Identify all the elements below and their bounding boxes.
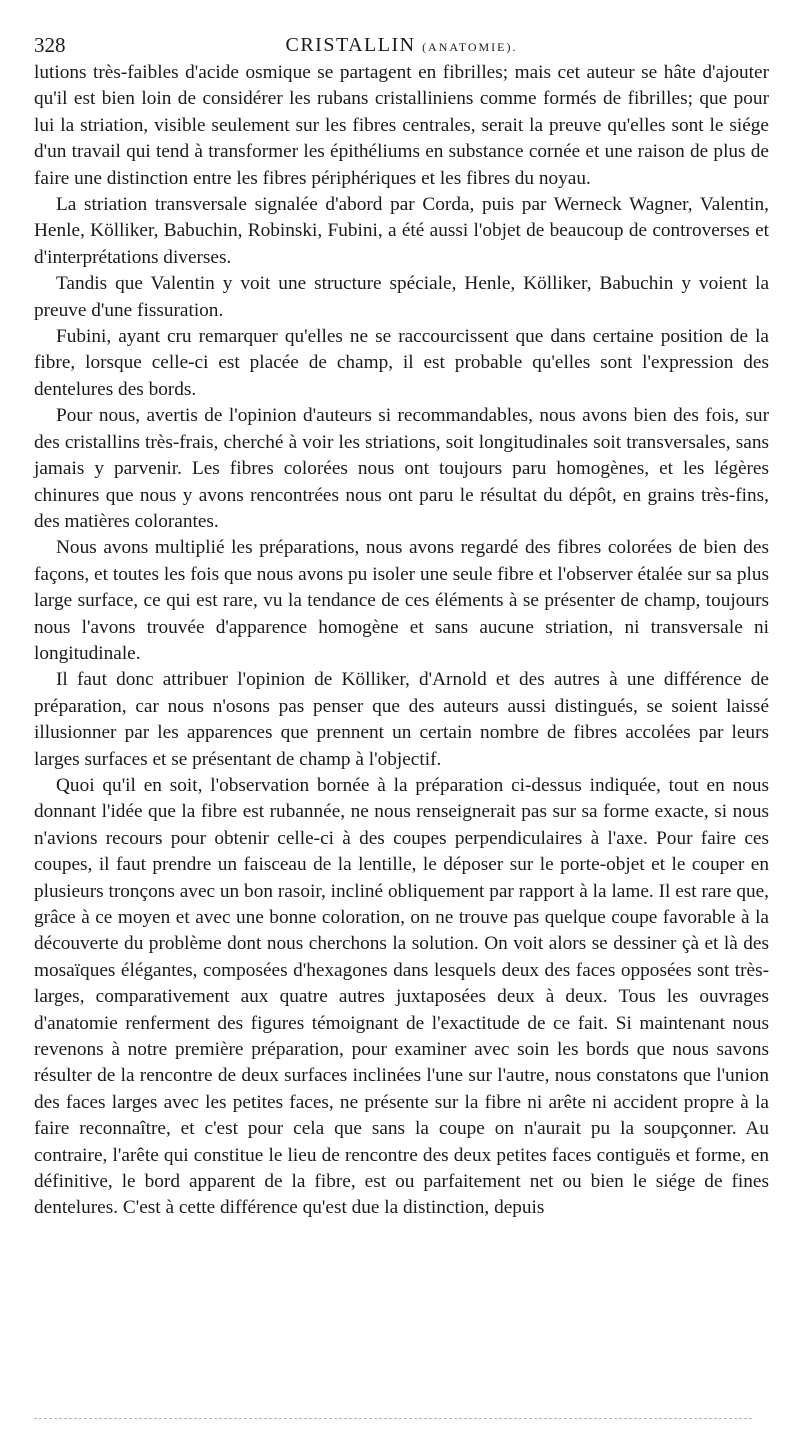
paragraph-5: Pour nous, avertis de l'opinion d'auteurs si recommandables, nous avons bien des fois, sur des cristallins très-frais, cherché à voir les striations, soit longitudinales soit transversales, sans jamais y parvenir. Les fibres colorées nous ont toujours paru homogènes, et les légères chinures que nous y avons rencontrées nous ont paru le résultat du dépôt, en grains très-fins, des matières colorantes. [34, 405, 769, 532]
running-title [34, 30, 769, 62]
page-header [34, 30, 769, 60]
paragraph-4: Fubini, ayant cru remarquer qu'elles ne se raccourcissent que dans certaine position de la fibre, lorsque celle-ci est placée de champ, il est probable qu'elles sont l'expression des dentelures des bords. [34, 326, 769, 400]
footer-rule [34, 1418, 752, 1419]
paragraph-6: Nous avons multiplié les préparations, nous avons regardé des fibres colorées de bien des façons, et toutes les fois que nous avons pu isoler une seule fibre et l'observer étalée sur sa plus large surface, ce qui est rare, vu la tendance de ces éléments à se présenter de champ, toujours nous l'avons trouvée d'apparence homogène et sans aucune striation, ni transversale ni longitudinale. [34, 537, 769, 664]
page-number: 328 [34, 33, 66, 57]
paragraph-2: La striation transversale signalée d'abord par Corda, puis par Werneck Wagner, Valentin, Henle, Kölliker, Babuchin, Robinski, Fubini, a été aussi l'objet de beaucoup de controverses et d'interprétations diverses. [34, 194, 769, 268]
running-title-subtitle: (ANATOMIE). [422, 40, 518, 54]
running-title-main: CRISTALLIN [285, 34, 416, 56]
paragraph-8: Quoi qu'il en soit, l'observation bornée à la préparation ci-dessus indiquée, tout en nous donnant l'idée que la fibre est rubannée, ne nous renseignerait pas sur sa forme exacte, si nous n'avions recours pour obtenir celle-ci à des coupes perpendiculaires à l'axe. Pour faire ces coupes, il faut prendre un faisceau de la lentille, le déposer sur le porte-objet et le couper en plusieurs tronçons avec un bon rasoir, incliné obliquement par rapport à la lame. Il est rare que, grâce à ce moyen et avec une bonne coloration, on ne trouve pas quelque coupe favorable à la découverte du problème dont nous cherchons la solution. On voit alors se dessiner çà et là des mosaïques élégantes, composées d'hexagones dans lesquels deux des faces opposées sont très-larges, comparativement aux quatre autres juxtaposées deux à deux. Tous les ouvrages d'anatomie renferment des figures témoignant de l'exactitude de ce fait. Si maintenant nous revenons à notre première préparation, pour examiner avec soin les bords que nous savons résulter de la rencontre de deux surfaces inclinées l'une sur l'autre, nous constatons que l'union des faces larges avec les petites faces, ne présente sur la fibre ni arête ni accident propre à la faire reconnaître, et c'est pour cela que sans la coupe on n'aurait pu la soupçonner. Au contraire, l'arête qui constitue le lieu de rencontre des deux petites faces contiguës et forme, en définitive, le bord apparent de la fibre, est ou parfaitement net ou bien le siége de fines dentelures. C'est à cette différence qu'est due la distinction, depuis [34, 774, 769, 1219]
paragraph-7: Il faut donc attribuer l'opinion de Kölliker, d'Arnold et des autres à une différence de préparation, car nous n'osons pas penser que des auteurs aussi distingués, se soient laissé illusionner par les apparences que prennent un certain nombre de fibres accolées par leurs larges surfaces et se présentant de champ à l'objectif. [34, 669, 769, 770]
document-page [34, 30, 769, 1222]
paragraph-3: Tandis que Valentin y voit une structure spéciale, Henle, Kölliker, Babuchin y voient la preuve d'une fissuration. [34, 273, 769, 321]
paragraph-1: lutions très-faibles d'acide osmique se partagent en fibrilles; mais cet auteur se hâte d'ajouter qu'il est bien loin de considérer les rubans cristalliniens comme formés de fibrilles; que pour lui la striation, visible seulement sur les fibres centrales, serait la preuve qu'elles sont le siége d'un travail qui tend à transformer les épithéliums en substance cornée et une raison de plus de faire une distinction entre les fibres périphériques et les fibres du noyau. [34, 62, 769, 189]
body-text [34, 60, 769, 1222]
